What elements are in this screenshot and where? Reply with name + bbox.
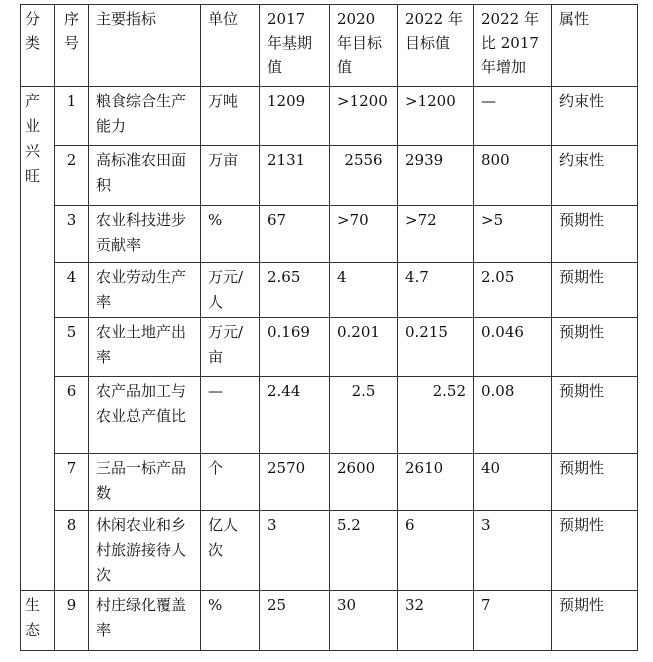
cell-increase: 7 — [474, 591, 552, 651]
cell-base-2017: 25 — [260, 591, 330, 651]
cell-increase: 3 — [474, 511, 552, 591]
header-target-2022: 2022 年目标值 — [398, 5, 474, 87]
cell-unit: 万元/亩 — [201, 318, 260, 377]
cell-target-2020: >70 — [330, 206, 398, 263]
cell-base-2017: 0.169 — [260, 318, 330, 377]
cell-target-2020: 2600 — [330, 454, 398, 511]
cell-increase: — — [474, 87, 552, 146]
cell-base-2017: 2131 — [260, 146, 330, 206]
header-increase: 2022 年比 2017 年增加 — [474, 5, 552, 87]
cell-target-2022: >1200 — [398, 87, 474, 146]
cell-index: 8 — [55, 511, 89, 591]
table-row — [21, 511, 638, 591]
table-row — [21, 454, 638, 511]
cell-increase: >5 — [474, 206, 552, 263]
cell-base-2017: 1209 — [260, 87, 330, 146]
cell-indicator: 休闲农业和乡村旅游接待人次 — [89, 511, 201, 591]
header-unit: 单位 — [201, 5, 260, 87]
cell-indicator: 农业劳动生产率 — [89, 263, 201, 318]
cell-target-2020: 2.5 — [330, 377, 398, 454]
cell-index: 4 — [55, 263, 89, 318]
cell-index: 2 — [55, 146, 89, 206]
cell-target-2020: 0.201 — [330, 318, 398, 377]
group-industry: 产业兴旺 — [21, 87, 55, 591]
cell-base-2017: 3 — [260, 511, 330, 591]
cell-target-2022: 2.52 — [398, 377, 474, 454]
cell-increase: 800 — [474, 146, 552, 206]
header-target-2020: 2020 年目标值 — [330, 5, 398, 87]
cell-unit: 万吨 — [201, 87, 260, 146]
cell-indicator: 粮食综合生产能力 — [89, 87, 201, 146]
cell-attribute: 预期性 — [552, 263, 638, 318]
cell-base-2017: 67 — [260, 206, 330, 263]
cell-index: 7 — [55, 454, 89, 511]
cell-attribute: 预期性 — [552, 454, 638, 511]
cell-index: 1 — [55, 87, 89, 146]
cell-target-2020: 30 — [330, 591, 398, 651]
cell-indicator: 高标准农田面积 — [89, 146, 201, 206]
cell-target-2022: 6 — [398, 511, 474, 591]
cell-attribute: 约束性 — [552, 146, 638, 206]
cell-target-2020: 4 — [330, 263, 398, 318]
cell-indicator: 农业科技进步贡献率 — [89, 206, 201, 263]
cell-increase: 40 — [474, 454, 552, 511]
cell-target-2022: >72 — [398, 206, 474, 263]
header-indicator: 主要指标 — [89, 5, 201, 87]
cell-unit: % — [201, 206, 260, 263]
table-row — [21, 263, 638, 318]
cell-base-2017: 2570 — [260, 454, 330, 511]
header-row — [21, 5, 638, 87]
header-attribute: 属性 — [552, 5, 638, 87]
cell-attribute: 约束性 — [552, 87, 638, 146]
cell-target-2020: 2556 — [330, 146, 398, 206]
cell-unit: — — [201, 377, 260, 454]
table-row — [21, 87, 638, 146]
header-category: 分类 — [21, 5, 55, 87]
cell-base-2017: 2.44 — [260, 377, 330, 454]
cell-increase: 0.08 — [474, 377, 552, 454]
cell-target-2020: >1200 — [330, 87, 398, 146]
cell-indicator: 三品一标产品数 — [89, 454, 201, 511]
cell-indicator: 农业土地产出率 — [89, 318, 201, 377]
header-base-2017: 2017 年基期值 — [260, 5, 330, 87]
indicator-table — [20, 4, 638, 651]
cell-indicator: 农产品加工与农业总产值比 — [89, 377, 201, 454]
cell-index: 6 — [55, 377, 89, 454]
cell-unit: 万亩 — [201, 146, 260, 206]
table-row — [21, 377, 638, 454]
cell-unit: % — [201, 591, 260, 651]
cell-attribute: 预期性 — [552, 591, 638, 651]
cell-unit: 个 — [201, 454, 260, 511]
cell-target-2022: 2610 — [398, 454, 474, 511]
cell-target-2020: 5.2 — [330, 511, 398, 591]
cell-unit: 亿人次 — [201, 511, 260, 591]
cell-index: 9 — [55, 591, 89, 651]
table-row — [21, 591, 638, 651]
header-index: 序号 — [55, 5, 89, 87]
table-row — [21, 146, 638, 206]
table-row — [21, 318, 638, 377]
cell-index: 3 — [55, 206, 89, 263]
cell-target-2022: 0.215 — [398, 318, 474, 377]
cell-index: 5 — [55, 318, 89, 377]
cell-increase: 0.046 — [474, 318, 552, 377]
cell-attribute: 预期性 — [552, 206, 638, 263]
cell-base-2017: 2.65 — [260, 263, 330, 318]
cell-unit: 万元/人 — [201, 263, 260, 318]
cell-target-2022: 32 — [398, 591, 474, 651]
cell-attribute: 预期性 — [552, 377, 638, 454]
cell-increase: 2.05 — [474, 263, 552, 318]
cell-attribute: 预期性 — [552, 511, 638, 591]
group-ecology: 生态 — [21, 591, 55, 651]
cell-indicator: 村庄绿化覆盖率 — [89, 591, 201, 651]
cell-target-2022: 4.7 — [398, 263, 474, 318]
cell-target-2022: 2939 — [398, 146, 474, 206]
table-row — [21, 206, 638, 263]
cell-attribute: 预期性 — [552, 318, 638, 377]
